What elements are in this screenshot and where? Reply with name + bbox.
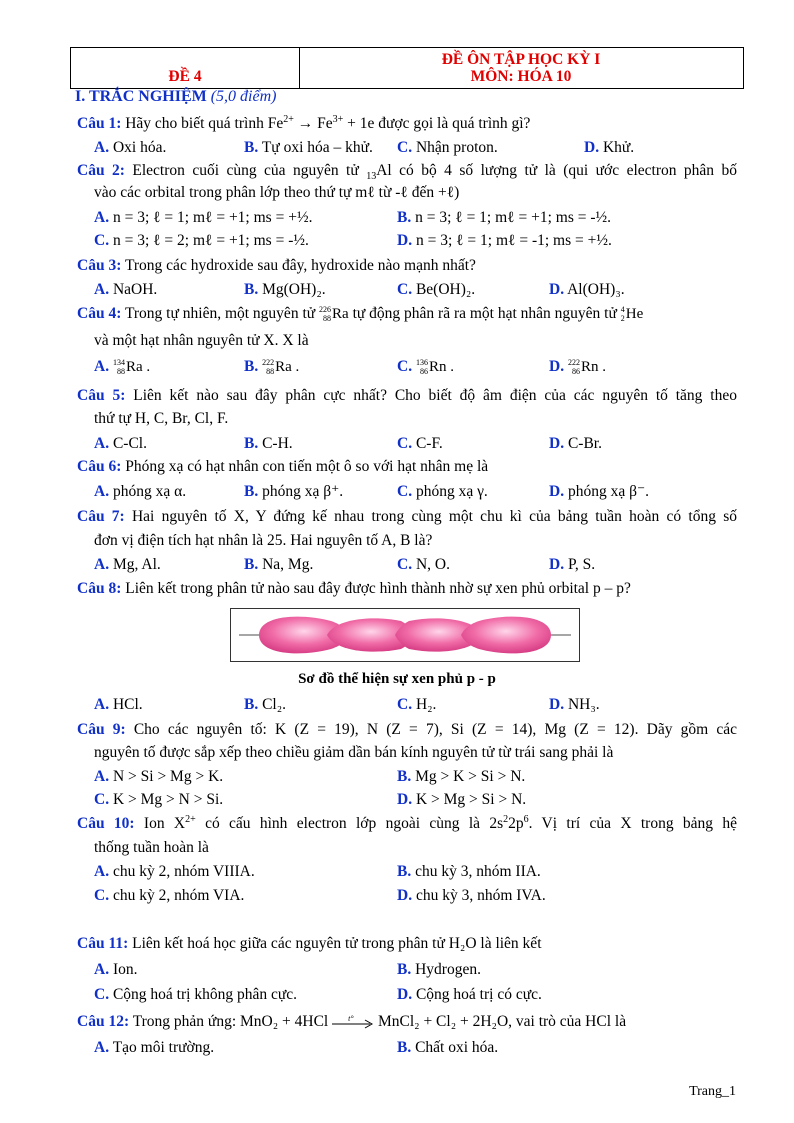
question-8: Câu 8: Liên kết trong phân tử nào sau đây được hình thành nhờ sự xen phủ orbital p – p? xyxy=(77,580,631,597)
question-9-line2: nguyên tố được sắp xếp theo chiều giảm dần bán kính nguyên tử từ trái sang phải là xyxy=(94,744,614,761)
question-6: Câu 6: Phóng xạ có hạt nhân con tiến một ô so với hạt nhân mẹ là xyxy=(77,458,489,475)
section-title: I. TRẮC NGHIỆM (5,0 điểm) xyxy=(75,88,277,105)
orbital-overlap-figure xyxy=(230,608,580,662)
question-1: Câu 1: Hãy cho biết quá trình $Fe^{2+} \to Fe^{3+} + 1e$ được gọi là quá trình gì? xyxy=(77,113,531,132)
question-5: Câu 5: Liên kết nào sau đây phân cực nhất? Cho biết độ âm điện của các nguyên tố tăng theo xyxy=(77,387,737,404)
question-10-line2: thống tuần hoàn là xyxy=(94,839,209,856)
exam-title: ĐỀ ÔN TẬP HỌC KỲ I xyxy=(441,51,601,68)
question-4-line2: và một hạt nhân nguyên tử X. X là xyxy=(94,332,309,349)
question-7: Câu 7: Hai nguyên tố X, Y đứng kế nhau trong cùng một chu kì của bảng tuần hoàn có tổng số xyxy=(77,508,737,525)
p-p-overlap-diagram xyxy=(231,609,579,661)
question-11: Câu 11: Liên kết hoá học giữa các nguyên tử trong phân tử H₂O là liên kết xyxy=(77,935,542,952)
question-4: Câu 4: Trong tự nhiên, một nguyên tử 226 88 Ra tự động phân rã ra một hạt nhân nguyên tử 4 2 He xyxy=(77,305,644,324)
question-2-line2: vào các orbital trong phân lớp theo thứ tự mℓ từ -ℓ đến +ℓ) xyxy=(94,184,460,201)
question-2: Câu 2: Electron cuối cùng của nguyên tử $_{13}$Al có bộ 4 số lượng tử là (qui ước electron phân bố xyxy=(77,162,737,183)
helium-nuclide: 4 2 He xyxy=(620,305,644,324)
reaction-arrow: t° xyxy=(332,1015,374,1029)
question-5-line2: thứ tự H, C, Br, Cl, F. xyxy=(94,410,229,427)
page-number: Trang_1 xyxy=(689,1084,736,1099)
section-note: (5,0 điểm) xyxy=(210,88,277,105)
question-7-line2: đơn vị điện tích hạt nhân là 25. Hai nguyên tố A, B là? xyxy=(94,532,433,549)
question-9: Câu 9: Cho các nguyên tố: K (Z = 19), N (Z = 7), Si (Z = 14), Mg (Z = 12). Dãy gồm các xyxy=(77,721,737,738)
exam-page: ĐỀ 4 ĐỀ ÔN TẬP HỌC KỲ I MÔN: HÓA 10 I. TRẮC NGHIỆM (5,0 điểm) Câu 1: Hãy cho biết quá trình $Fe^{2+} \to Fe^{3+} + 1e$ được gọi là quá trình gì? A. Oxi hóa. B. Tự oxi hóa – khử. C. Nhận proton. D. Khử. Câu 2: Electron cuối cùng của nguyên tử $_{13}$Al có bộ 4 số lượng tử là (qui ước electron phân bố vào các orbital trong phân lớp theo thứ tự mℓ từ -ℓ đến +ℓ) A. n = 3; ℓ = 1; mℓ = +1; ms = +½. B. n = 3; ℓ = 1; mℓ = +1; ms = -½. C. n = 3; ℓ = 2; mℓ = +1; ms = -½. D. n = 3; ℓ = 1; mℓ = -1; ms = +½. Câu 3: Trong các hydroxide sau đây, hydroxide nào mạnh nhất? A. NaOH. B. Mg(OH)₂. C. Be(OH)₂. D. Al(OH)₃. Câu 4: Trong tự nhiên, một nguyên tử 226 88 Ra tự động phân rã ra một hạt nhân nguyên tử 4 2 He và một hạt nhân nguyên tử X. X là A. 134 88 Ra . B. 222 88 Ra . C. 136 86 Rn . D. 222 86 Rn . Câu 5: Liên kết nào sau đây phân cực nhất? Cho biết độ âm điện của các nguyên tố tăng theo thứ tự H, C, Br, Cl, F. A. C-Cl. B. C-H. C. C-F. D. C-Br. Câu 6: Phóng xạ có hạt nhân con tiến một ô so với hạt nhân mẹ là A. phóng xạ α. B. phóng xạ β⁺. C. phóng xạ γ. D. phóng xạ β⁻. Câu 7: Hai nguyên tố X, Y đứng kế nhau trong cùng một chu kì của bảng tuần hoàn có tổng số đơn vị điện tích hạt nhân là 25. Hai nguyên tố A, B là? A. Mg, Al. B. Na, Mg. C. N, O. D. P, S. Câu 8: Liên kết trong phân tử nào sau đây được hình thành nhờ sự xen phủ orbital p – p? Sơ đồ thể hiện sự xen phủ p - p A. HCl. B. Cl₂. C. H₂. D. NH₃. Câu 9: Cho các nguyên tố: K (Z = 19), N (Z = 7), Si (Z = 14), Mg (Z = 12). Dãy gồm các nguyên tố được sắp xếp theo chiều giảm dần bán kính nguyên tử từ trái sang phải là A. N > Si > Mg > K. B. Mg > K > Si > N. C. K > Mg > N > Si. D. K > Mg > Si > N. Câu 10: Ion $X^{2+}$ có cấu hình electron lớp ngoài cùng là $2s^22p^6$. Vị trí của X trong bảng hệ thống tuần hoàn là A. chu kỳ 2, nhóm VIIIA. B. chu kỳ 3, nhóm IIA. C. chu kỳ 2, nhóm VIA. D. chu kỳ 3, nhóm IVA. Câu 11: Liên kết hoá học giữa các nguyên tử trong phân tử H₂O là liên kết A. Ion. B. Hydrogen. C. Cộng hoá trị không phân cực. D. Cộng hoá trị có cực. Câu 12: Trong phản ứng: MnO₂ + 4HCl t° MnCl₂ + Cl₂ + 2H₂O, vai trò của HCl là A. Tạo môi trường. B. Chất oxi hóa. Trang_1 xyxy=(0,0,794,1123)
question-12: Câu 12: Trong phản ứng: MnO₂ + 4HCl t° MnCl₂ + Cl₂ + 2H₂O, vai trò của HCl là xyxy=(77,1013,627,1030)
figure-caption: Sơ đồ thể hiện sự xen phủ p - p xyxy=(298,671,496,687)
question-10: Câu 10: Ion $X^{2+}$ có cấu hình electron lớp ngoài cùng là $2s^22p^6$. Vị trí của X trong bảng hệ xyxy=(77,813,737,832)
header-right-cell xyxy=(299,48,743,88)
header-left-cell xyxy=(71,48,300,88)
header-table xyxy=(70,47,744,89)
arrow-right-icon xyxy=(332,1017,374,1031)
exam-code: ĐỀ 4 xyxy=(168,68,202,85)
radium-nuclide: 226 88 Ra xyxy=(319,305,349,324)
orbital-lobe-4 xyxy=(461,617,551,654)
exam-subject: MÔN: HÓA 10 xyxy=(470,68,572,85)
question-3: Câu 3: Trong các hydroxide sau đây, hydroxide nào mạnh nhất? xyxy=(77,257,476,274)
